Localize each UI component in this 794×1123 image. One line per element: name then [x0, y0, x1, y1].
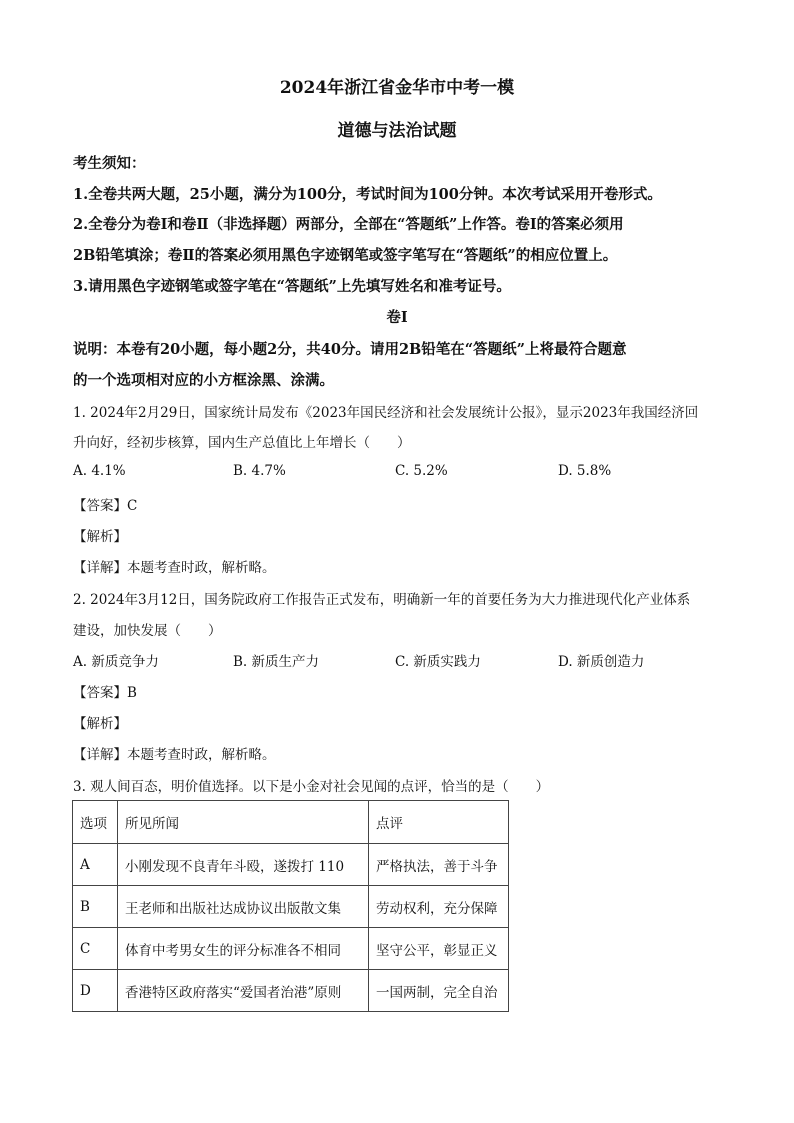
q1-option-a: A. 4.1%	[73, 463, 126, 479]
table-header-cell: 点评	[369, 801, 509, 844]
exam-subtitle: 道德与法治试题	[337, 121, 457, 141]
detail-tag: 【详解】	[73, 747, 127, 763]
q2-answer	[73, 681, 137, 701]
notice-item-2b: 2B铅笔填涂；卷Ⅱ的答案必须用黑色字迹钢笔或签字笔写在“答题纸”的相应位置上。	[73, 247, 618, 264]
q1-option-b: B. 4.7%	[233, 463, 286, 479]
table-cell-event: 小刚发现不良青年斗殴，遂拨打 110	[118, 844, 369, 886]
table-cell-comment: 劳动权利，充分保障	[369, 886, 509, 928]
q2-option-a: A. 新质竞争力	[73, 654, 159, 670]
q3-stem: 3. 观人间百态，明价值选择。以下是小金对社会见闻的点评，恰当的是（ ）	[73, 779, 550, 795]
table-cell-option: D	[73, 970, 118, 1012]
section-title: 卷Ⅰ	[386, 309, 408, 326]
table-cell-comment: 严格执法，善于斗争	[369, 844, 509, 886]
detail-text: 本题考查时政，解析略。	[127, 747, 276, 763]
answer-value: C	[127, 498, 138, 514]
table-row	[73, 970, 509, 1012]
table-header-row	[73, 801, 509, 844]
q3-options-table	[72, 800, 509, 1012]
detail-tag: 【详解】	[73, 560, 127, 576]
notice-item-2a: 2.全卷分为卷Ⅰ和卷Ⅱ（非选择题）两部分，全部在“答题纸”上作答。卷Ⅰ的答案必须用	[73, 216, 624, 233]
answer-tag: 【答案】	[73, 498, 127, 514]
q1-option-d: D. 5.8%	[558, 463, 612, 479]
q1-answer	[73, 494, 137, 514]
notice-item-3: 3.请用黑色字迹钢笔或签字笔在“答题纸”上先填写姓名和准考证号。	[73, 278, 511, 295]
q1-option-c: C. 5.2%	[395, 463, 448, 479]
q2-stem-2: 建设，加快发展（ ）	[73, 623, 222, 639]
table-cell-option: A	[73, 844, 118, 886]
table-cell-comment: 一国两制，完全自治	[369, 970, 509, 1012]
q1-detail	[73, 556, 276, 576]
detail-text: 本题考查时政，解析略。	[127, 560, 276, 576]
table-row	[73, 928, 509, 970]
q2-stem-1: 2. 2024年3月12日，国务院政府工作报告正式发布，明确新一年的首要任务为大力推进现代化产业体系	[73, 592, 691, 608]
q2-analysis-tag: 【解析】	[73, 716, 127, 732]
table-cell-event: 体育中考男女生的评分标准各不相同	[118, 928, 369, 970]
answer-tag: 【答案】	[73, 685, 127, 701]
table-row	[73, 844, 509, 886]
table-header-cell: 选项	[73, 801, 118, 844]
table-cell-option: B	[73, 886, 118, 928]
table-cell-event: 香港特区政府落实“爱国者治港”原则	[118, 970, 369, 1012]
q2-option-c: C. 新质实践力	[395, 654, 481, 670]
notice-heading: 考生须知：	[73, 155, 146, 172]
table-cell-option: C	[73, 928, 118, 970]
exam-title: 2024年浙江省金华市中考一模	[279, 78, 515, 98]
q1-stem-2: 升向好，经初步核算，国内生产总值比上年增长（ ）	[73, 435, 411, 451]
answer-value: B	[127, 685, 137, 701]
notice-item-1: 1.全卷共两大题，25小题，满分为100分，考试时间为100分钟。本次考试采用开卷形式。	[73, 186, 662, 203]
table-row	[73, 886, 509, 928]
q2-option-d: D. 新质创造力	[558, 654, 645, 670]
section-desc-2: 的一个选项相对应的小方框涂黑、涂满。	[73, 372, 334, 389]
table-header-cell: 所见所闻	[118, 801, 369, 844]
table-cell-event: 王老师和出版社达成协议出版散文集	[118, 886, 369, 928]
q2-detail	[73, 743, 276, 763]
q1-analysis-tag: 【解析】	[73, 529, 127, 545]
q1-stem-1: 1. 2024年2月29日，国家统计局发布《2023年国民经济和社会发展统计公报》，显示2023年我国经济回	[73, 405, 699, 421]
table-cell-comment: 坚守公平，彰显正义	[369, 928, 509, 970]
section-desc-1: 说明：本卷有20小题，每小题2分，共40分。请用2B铅笔在“答题纸”上将最符合题意	[73, 341, 627, 358]
q2-option-b: B. 新质生产力	[233, 654, 320, 670]
